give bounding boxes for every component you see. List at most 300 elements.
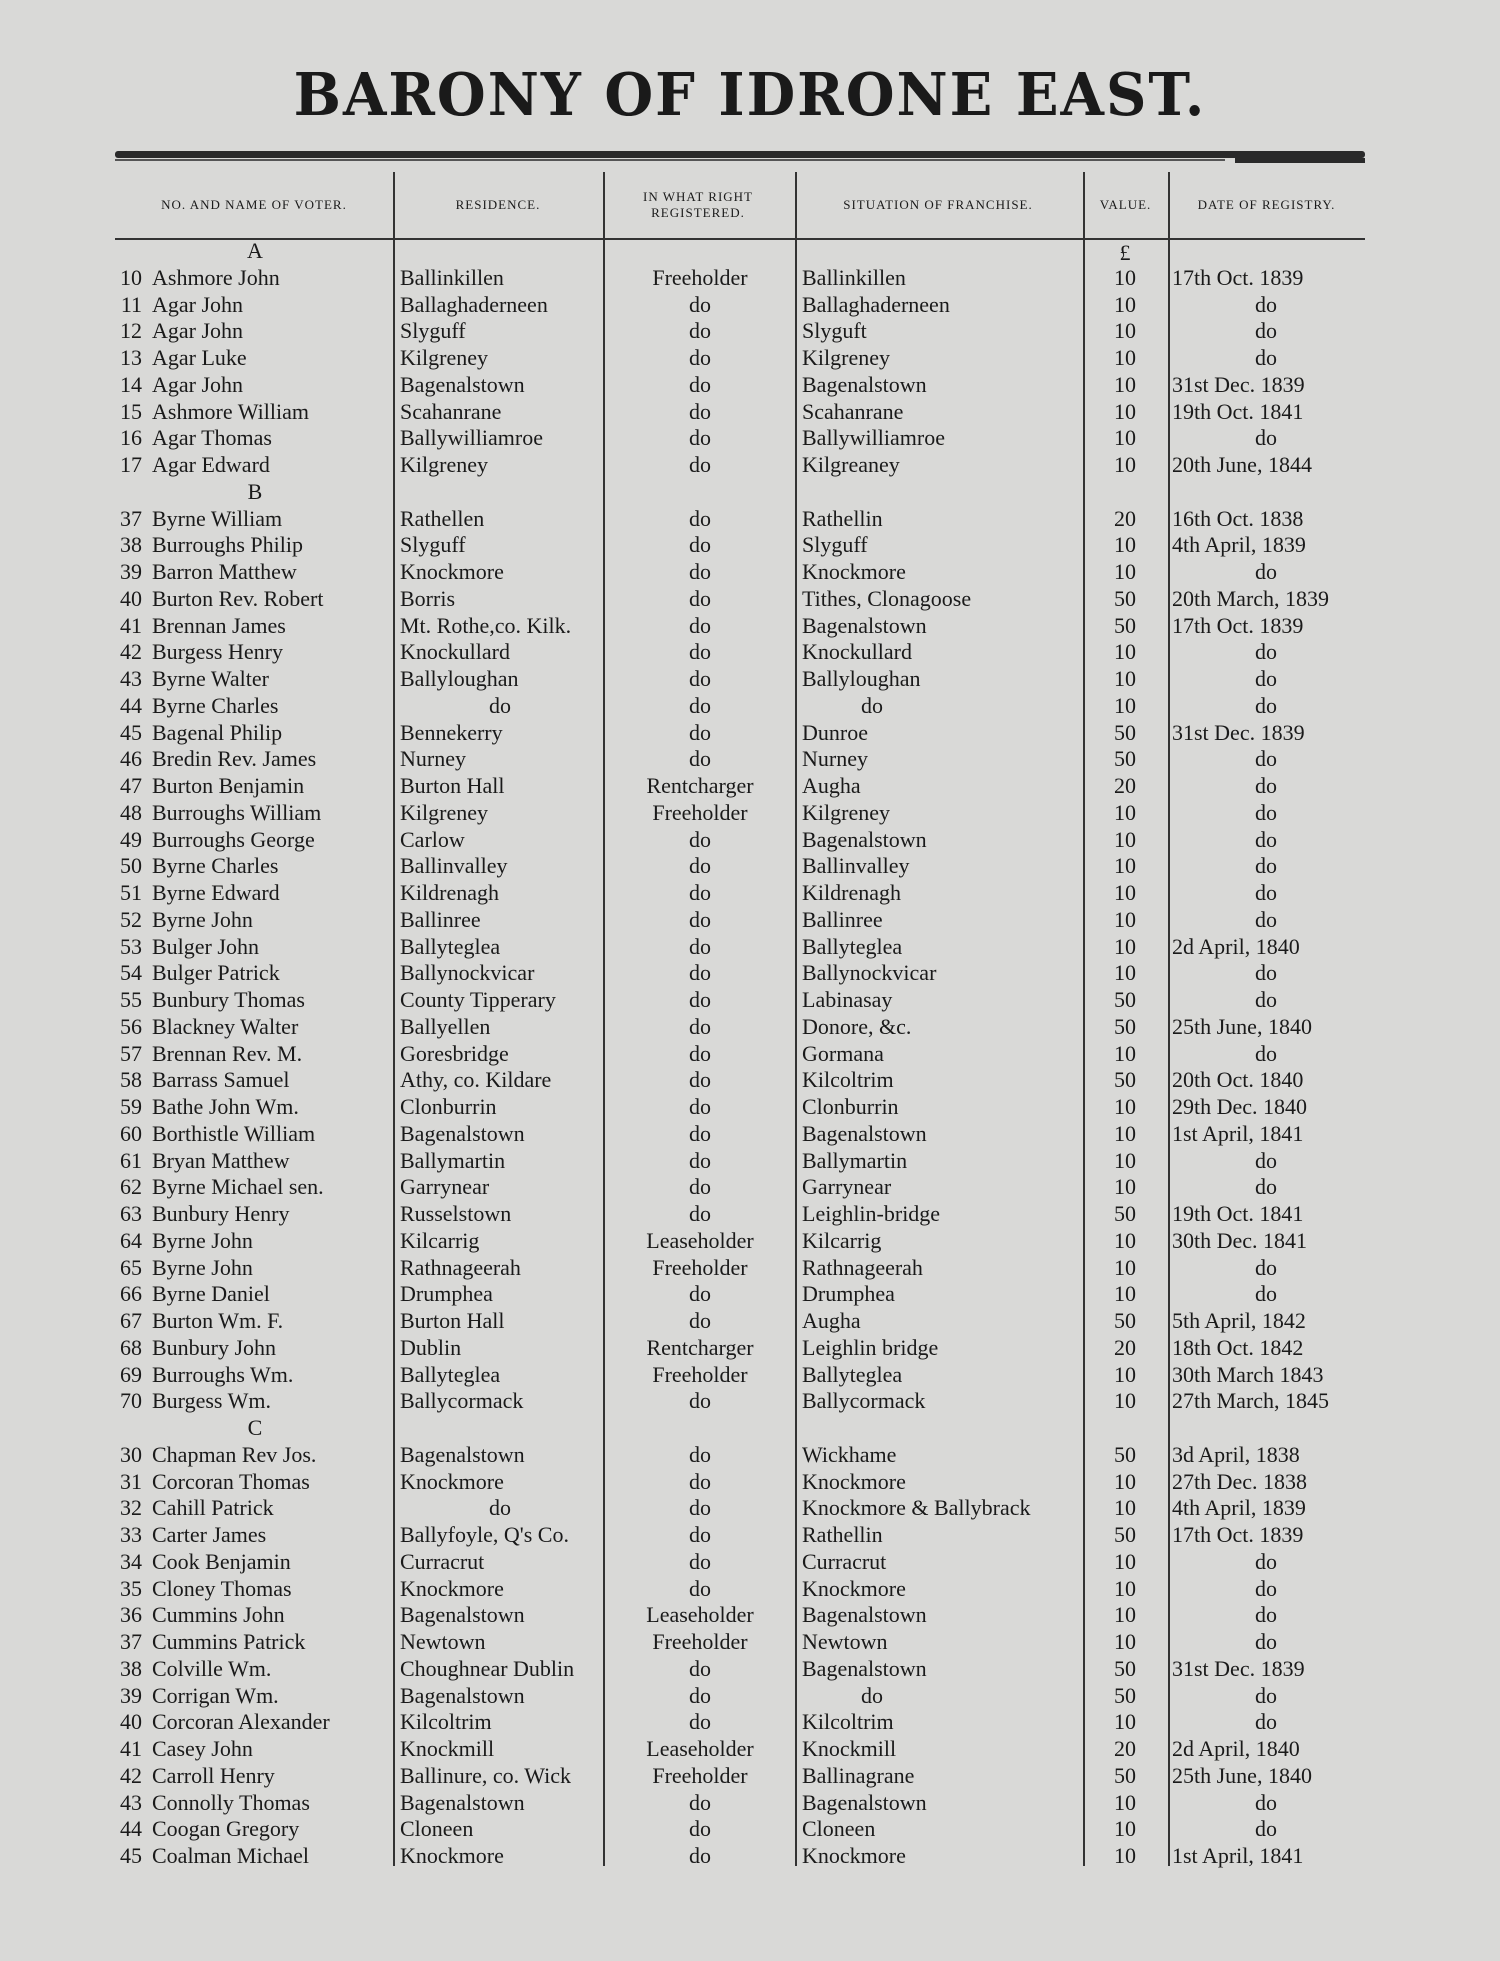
franchise-value: 10 (1114, 1388, 1136, 1414)
franchise-value: 50 (1114, 1308, 1136, 1333)
table-row (0, 1736, 1500, 1763)
franchise-situation: Curracrut (802, 1548, 887, 1574)
voter-number: 48 (120, 799, 142, 825)
registration-right: do (689, 1094, 711, 1119)
voter-number: 40 (120, 1709, 142, 1735)
franchise-value: 10 (1114, 1843, 1136, 1868)
registration-right: do (689, 1441, 711, 1467)
header-right: IN WHAT RIGHT REGISTERED. (642, 189, 753, 220)
franchise-value: 10 (1114, 318, 1136, 344)
franchise-situation: Bagenalstown (802, 1789, 927, 1815)
voter-name: Agar Edward (152, 452, 270, 477)
voter-number: 40 (120, 585, 142, 611)
residence: County Tipperary (400, 987, 556, 1012)
registration-right: Freeholder (652, 799, 748, 825)
registration-right: do (689, 1308, 711, 1333)
voter-number: 51 (120, 880, 142, 905)
voter-name: Burton Wm. F. (152, 1308, 284, 1333)
voter-name: Burton Benjamin (152, 773, 305, 798)
voter-number: 63 (120, 1201, 142, 1226)
residence: Burton Hall (400, 1308, 505, 1333)
voter-number: 37 (120, 1629, 142, 1654)
voter-number: 15 (120, 398, 142, 424)
residence: Knockullard (400, 639, 510, 665)
voter-name: Byrne Edward (152, 880, 280, 905)
franchise-situation: Leighlin-bridge (802, 1201, 941, 1226)
franchise-value: 10 (1114, 1094, 1136, 1119)
voter-number: 56 (120, 1013, 142, 1039)
voter-name: Byrne John (152, 1254, 253, 1280)
table-row (0, 1763, 1500, 1790)
residence: Kilgreney (400, 345, 488, 370)
header-value: VALUE. (1099, 197, 1152, 212)
franchise-situation: Knockmore (802, 1575, 906, 1601)
residence: Borris (400, 585, 455, 611)
franchise-value: 10 (1114, 906, 1136, 932)
voter-name: Bathe John Wm. (152, 1094, 299, 1119)
voter-number: 53 (120, 933, 142, 959)
registration-right: do (689, 532, 711, 558)
registry-date: do (1255, 773, 1277, 798)
franchise-situation: Slyguff (802, 532, 868, 558)
residence: Ballycormack (400, 1388, 524, 1414)
voter-number: 41 (120, 1736, 142, 1761)
residence: Ballinure, co. Wick (400, 1762, 571, 1788)
voter-name: Corcoran Thomas (152, 1468, 310, 1494)
page-title: BARONY OF IDRONE EAST. (293, 60, 1207, 130)
residence: Kilgreney (400, 799, 488, 825)
registration-right: do (689, 291, 711, 317)
registry-date: do (1255, 1281, 1277, 1307)
table-row (0, 1094, 1500, 1121)
voter-name: Connolly Thomas (152, 1789, 310, 1815)
residence: Bagenalstown (400, 371, 525, 397)
table-row (0, 934, 1500, 961)
voter-name: Byrne Charles (152, 853, 279, 879)
registration-right: do (689, 1575, 711, 1601)
voter-number: 67 (120, 1308, 142, 1333)
franchise-situation: Augha (802, 773, 861, 798)
table-row (0, 1495, 1500, 1522)
voter-number: 42 (120, 639, 142, 665)
franchise-situation: Bagenalstown (802, 1602, 927, 1628)
registry-date: do (1255, 826, 1277, 852)
registry-date: 16th Oct. 1838 (1172, 505, 1304, 531)
table-row (0, 1121, 1500, 1148)
registration-right: Rentcharger (646, 773, 754, 798)
voter-number: 52 (120, 906, 142, 932)
residence: Scahanrane (400, 398, 502, 424)
residence: Bagenalstown (400, 1441, 525, 1467)
voter-number: 65 (120, 1254, 142, 1280)
voter-number: 34 (120, 1548, 142, 1574)
franchise-value: 10 (1114, 425, 1136, 451)
franchise-situation: Nurney (802, 746, 868, 772)
voter-name: Carroll Henry (152, 1762, 275, 1788)
residence: Ballinkillen (400, 264, 504, 290)
voter-name: Cloney Thomas (152, 1575, 292, 1601)
franchise-value: 50 (1114, 585, 1136, 611)
table-row (0, 800, 1500, 827)
registration-right: do (689, 1655, 711, 1681)
header-no-name: NO. AND NAME OF VOTER. (161, 197, 347, 212)
registration-right: Leaseholder (646, 1736, 754, 1761)
registration-right: do (689, 452, 711, 477)
residence: Kilcoltrim (400, 1709, 492, 1735)
residence: Ballynockvicar (400, 960, 535, 986)
franchise-value: 50 (1114, 612, 1136, 638)
table-row (0, 1549, 1500, 1576)
registration-right: do (689, 1147, 711, 1173)
residence: Knockmore (400, 559, 504, 584)
registry-date: 18th Oct. 1842 (1172, 1334, 1304, 1360)
registration-right: do (689, 1789, 711, 1815)
voter-number: 14 (120, 371, 142, 397)
table-row (0, 746, 1500, 773)
voter-number: 37 (120, 505, 142, 531)
registry-date: do (1255, 1789, 1277, 1815)
table-row (0, 1683, 1500, 1710)
registry-date: 27th March, 1845 (1172, 1388, 1330, 1414)
franchise-value: 10 (1114, 960, 1136, 986)
voter-name: Agar Thomas (152, 425, 272, 451)
voter-number: 57 (120, 1040, 142, 1066)
voter-name: Burroughs Wm. (152, 1361, 294, 1387)
franchise-value: 10 (1114, 398, 1136, 424)
residence: Athy, co. Kildare (400, 1067, 552, 1093)
registration-right: do (689, 585, 711, 611)
residence: do (489, 692, 511, 718)
registry-date: 30th March 1843 (1172, 1361, 1324, 1387)
title-rule (115, 151, 1365, 158)
voter-name: Cook Benjamin (152, 1548, 291, 1574)
residence: Dublin (400, 1334, 462, 1360)
registration-right: do (689, 1281, 711, 1307)
registry-date: do (1255, 1575, 1277, 1601)
franchise-situation: Ballinvalley (802, 853, 910, 879)
franchise-situation: Gormana (802, 1040, 884, 1066)
residence: Ballaghaderneen (400, 291, 548, 317)
voter-number: 39 (120, 559, 142, 584)
registry-date: 3d April, 1838 (1172, 1441, 1300, 1467)
table-row (0, 1308, 1500, 1335)
table-row (0, 1255, 1500, 1282)
voter-number: 42 (120, 1762, 142, 1788)
residence: Slyguff (400, 318, 466, 344)
franchise-situation: Bagenalstown (802, 1120, 927, 1146)
residence: Rathellen (400, 505, 485, 531)
franchise-value: 10 (1114, 880, 1136, 905)
franchise-value: 10 (1114, 692, 1136, 718)
voter-number: 38 (120, 532, 142, 558)
table-row (0, 372, 1500, 399)
franchise-situation: do (861, 692, 883, 718)
voter-number: 54 (120, 960, 142, 986)
table-row (0, 960, 1500, 987)
header-date: DATE OF REGISTRY. (1197, 197, 1336, 212)
registry-date: do (1255, 853, 1277, 879)
table-row (0, 1201, 1500, 1228)
voter-name: Agar John (152, 318, 244, 344)
section-letter: B (247, 478, 263, 504)
franchise-value: 50 (1114, 1013, 1136, 1039)
registration-right: Freeholder (652, 264, 748, 290)
residence: Bennekerry (400, 719, 503, 745)
franchise-value: 10 (1114, 264, 1136, 290)
registration-right: do (689, 1013, 711, 1039)
registration-right: do (689, 1067, 711, 1093)
registry-date: do (1255, 692, 1277, 718)
table-row (0, 506, 1500, 533)
registration-right: do (689, 1843, 711, 1868)
registry-date: do (1255, 799, 1277, 825)
voter-name: Ashmore John (152, 264, 280, 290)
registry-date: 17th Oct. 1839 (1172, 612, 1304, 638)
voter-name: Carter James (152, 1522, 267, 1547)
registry-date: do (1255, 559, 1277, 584)
registration-right: Freeholder (652, 1254, 748, 1280)
residence: Ballyellen (400, 1013, 491, 1039)
residence: Knockmore (400, 1843, 504, 1868)
registry-date: do (1255, 1816, 1277, 1842)
residence: Ballywilliamroe (400, 425, 543, 451)
voter-number: 62 (120, 1174, 142, 1200)
table-row (0, 452, 1500, 479)
table-row (0, 1148, 1500, 1175)
residence: Curracrut (400, 1548, 485, 1574)
residence: Burton Hall (400, 773, 505, 798)
voter-name: Burton Rev. Robert (152, 585, 324, 611)
voter-number: 45 (120, 719, 142, 745)
registry-date: do (1255, 1602, 1277, 1628)
franchise-situation: Ballyloughan (802, 666, 921, 691)
franchise-value: 10 (1114, 371, 1136, 397)
voter-name: Burroughs Philip (152, 532, 303, 558)
residence: Ballyteglea (400, 1361, 501, 1387)
voter-name: Coalman Michael (152, 1843, 310, 1868)
voter-name: Burroughs George (152, 826, 315, 852)
registry-date: 20th Oct. 1840 (1172, 1067, 1304, 1093)
voter-name: Coogan Gregory (152, 1816, 300, 1842)
franchise-value: 20 (1114, 1736, 1136, 1761)
registration-right: do (689, 666, 711, 691)
franchise-situation: Donore, &c. (802, 1013, 912, 1039)
franchise-situation: Knockmore & Ballybrack (802, 1495, 1031, 1521)
franchise-situation: Ballyteglea (802, 1361, 903, 1387)
franchise-value: 10 (1114, 1709, 1136, 1735)
residence: Ballyfoyle, Q's Co. (400, 1522, 569, 1547)
franchise-value: 10 (1114, 559, 1136, 584)
franchise-situation: Kilgreney (802, 799, 890, 825)
registry-date: do (1255, 960, 1277, 986)
registry-date: do (1255, 666, 1277, 691)
franchise-value: 50 (1114, 987, 1136, 1012)
table-row (0, 666, 1500, 693)
table-row (0, 907, 1500, 934)
franchise-situation: Rathnageerah (802, 1254, 923, 1280)
voter-name: Agar Luke (152, 345, 247, 370)
title-rule-tail (1235, 158, 1365, 163)
voter-number: 66 (120, 1281, 142, 1307)
residence: Knockmill (400, 1736, 495, 1761)
registration-right: do (689, 559, 711, 584)
franchise-value: 10 (1114, 1548, 1136, 1574)
voter-name: Corrigan Wm. (152, 1682, 279, 1708)
residence: Ballyloughan (400, 666, 519, 691)
registration-right: do (689, 746, 711, 772)
franchise-value: 10 (1114, 1174, 1136, 1200)
table-row (0, 1629, 1500, 1656)
voter-name: Burroughs William (152, 799, 322, 825)
registry-date: 20th June, 1844 (1172, 452, 1312, 477)
registry-date: 1st April, 1841 (1172, 1120, 1304, 1146)
table-row (0, 586, 1500, 613)
franchise-situation: Kilgreaney (802, 452, 900, 477)
registration-right: do (689, 719, 711, 745)
voter-number: 69 (120, 1361, 142, 1387)
residence: Bagenalstown (400, 1602, 525, 1628)
table-row (0, 532, 1500, 559)
table-row (0, 1281, 1500, 1308)
voter-number: 33 (120, 1522, 142, 1547)
registration-right: do (689, 1709, 711, 1735)
franchise-value: 50 (1114, 1655, 1136, 1681)
registry-date: do (1255, 1147, 1277, 1173)
residence: Knockmore (400, 1575, 504, 1601)
franchise-situation: Ballinkillen (802, 264, 906, 290)
registry-date: 31st Dec. 1839 (1172, 1655, 1305, 1681)
franchise-value: 10 (1114, 1361, 1136, 1387)
residence: Ballymartin (400, 1147, 506, 1173)
registry-date: 2d April, 1840 (1172, 933, 1300, 959)
residence: Clonburrin (400, 1094, 497, 1119)
registry-date: 25th June, 1840 (1172, 1013, 1312, 1039)
registry-date: 4th April, 1839 (1172, 1495, 1306, 1521)
franchise-situation: Bagenalstown (802, 826, 927, 852)
franchise-situation: Leighlin bridge (802, 1334, 939, 1360)
registration-right: do (689, 880, 711, 905)
registration-right: Leaseholder (646, 1227, 754, 1253)
franchise-value: 10 (1114, 1495, 1136, 1521)
voter-number: 59 (120, 1094, 142, 1119)
registration-right: do (689, 1522, 711, 1547)
residence: Cloneen (400, 1816, 474, 1842)
registry-date: do (1255, 906, 1277, 932)
registration-right: do (689, 1388, 711, 1414)
registration-right: Freeholder (652, 1629, 748, 1654)
section-letter: C (247, 1415, 263, 1440)
registration-right: do (689, 1816, 711, 1842)
franchise-situation: Knockmore (802, 1843, 906, 1868)
voter-name: Blackney Walter (152, 1013, 299, 1039)
franchise-situation: Ballyteglea (802, 933, 903, 959)
table-row (0, 880, 1500, 907)
franchise-situation: Ballycormack (802, 1388, 926, 1414)
franchise-value: 20 (1114, 773, 1136, 798)
voter-name: Byrne William (152, 505, 283, 531)
residence: Slyguff (400, 532, 466, 558)
voter-name: Byrne John (152, 906, 253, 932)
franchise-value: 10 (1114, 853, 1136, 879)
franchise-situation: Ballywilliamroe (802, 425, 945, 451)
registration-right: do (689, 398, 711, 424)
voter-name: Agar John (152, 291, 244, 317)
franchise-situation: Kilcoltrim (802, 1067, 894, 1093)
franchise-situation: Garrynear (802, 1174, 892, 1200)
franchise-situation: Knockmore (802, 559, 906, 584)
voter-number: 50 (120, 853, 142, 879)
voter-name: Barron Matthew (152, 559, 297, 584)
voter-name: Agar John (152, 371, 244, 397)
franchise-value: 10 (1114, 666, 1136, 691)
franchise-value: 10 (1114, 532, 1136, 558)
voter-number: 61 (120, 1147, 142, 1173)
voter-number: 68 (120, 1334, 142, 1360)
table-row (0, 639, 1500, 666)
franchise-value: 50 (1114, 746, 1136, 772)
franchise-situation: Rathellin (802, 1522, 883, 1547)
table-header (115, 172, 1365, 240)
voter-number: 55 (120, 987, 142, 1012)
registration-right: Freeholder (652, 1361, 748, 1387)
registration-right: do (689, 425, 711, 451)
franchise-value: 10 (1114, 1602, 1136, 1628)
voter-name: Corcoran Alexander (152, 1709, 330, 1735)
voter-number: 32 (120, 1495, 142, 1521)
residence: Ballinvalley (400, 853, 508, 879)
registry-date: 5th April, 1842 (1172, 1308, 1306, 1333)
franchise-situation: Bagenalstown (802, 371, 927, 397)
franchise-situation: Knockmill (802, 1736, 897, 1761)
registry-date: 29th Dec. 1840 (1172, 1094, 1308, 1119)
voter-number: 41 (120, 612, 142, 638)
voter-number: 13 (120, 345, 142, 370)
voter-name: Bunbury Henry (152, 1201, 290, 1226)
residence: Kildrenagh (400, 880, 499, 905)
table-row (0, 1228, 1500, 1255)
registry-date: do (1255, 1548, 1277, 1574)
voter-number: 49 (120, 826, 142, 852)
franchise-situation: Knockmore (802, 1468, 906, 1494)
table-row (0, 613, 1500, 640)
registration-right: do (689, 612, 711, 638)
franchise-value: 10 (1114, 1816, 1136, 1842)
registry-date: 19th Oct. 1841 (1172, 398, 1304, 424)
table-row (0, 559, 1500, 586)
table-row (0, 1041, 1500, 1068)
franchise-value: 10 (1114, 1227, 1136, 1253)
table-row (0, 292, 1500, 319)
franchise-value: 20 (1114, 505, 1136, 531)
registry-date: do (1255, 746, 1277, 772)
franchise-value: 10 (1114, 452, 1136, 477)
registration-right: Freeholder (652, 1762, 748, 1788)
registration-right: do (689, 987, 711, 1012)
franchise-value: 10 (1114, 1629, 1136, 1654)
franchise-situation: Kilcarrig (802, 1227, 882, 1253)
table-row (0, 345, 1500, 372)
franchise-value: 10 (1114, 1789, 1136, 1815)
residence: Carlow (400, 826, 465, 852)
franchise-value: 10 (1114, 639, 1136, 665)
table-row (0, 1602, 1500, 1629)
registry-date: do (1255, 639, 1277, 665)
table-row (0, 987, 1500, 1014)
franchise-situation: Ballymartin (802, 1147, 908, 1173)
table-row (0, 1362, 1500, 1389)
registry-date: do (1255, 1174, 1277, 1200)
registry-date: 20th March, 1839 (1172, 585, 1330, 611)
